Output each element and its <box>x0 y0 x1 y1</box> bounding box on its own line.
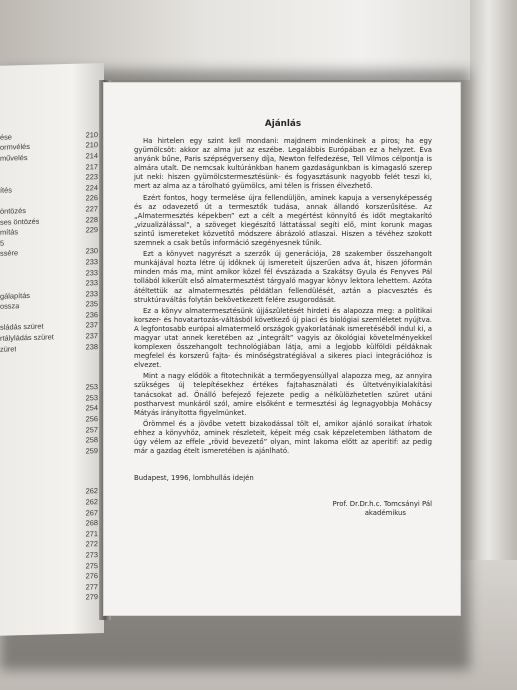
right-page <box>104 83 460 615</box>
paragraph: Ezt a könyvet nagyrészt a szerzők új generációja, 28 szakember összehangolt munkájával hozta létre új időknek új ismereteit újszerűen adva át, hiszen jóformán minden más ma, mint amikor közel fél évszázada a Szakátsy Gyula és Fenyves Pál tollából kikerült első almatermesztést tárgyaló magyar könyv lektora lehettem. Azóta átéltettük az almatermesztés példátlan fellendülését, aztán a piacvesztés és struktúraváltás folytán bekövetkezett felére zsugorodását. <box>134 250 432 304</box>
toc-entry-page: 226 <box>85 193 98 203</box>
toc-entry-page: 276 <box>85 571 98 581</box>
toc-entry-label: 5 <box>0 238 5 248</box>
toc-entry-page: 253 <box>85 382 98 392</box>
toc-entry-label: ossza <box>0 301 20 312</box>
toc-entry-page: 262 <box>85 497 98 507</box>
toc-entry-page: 224 <box>85 182 98 193</box>
toc-entry-page: 258 <box>85 435 98 445</box>
toc-entry-label: ítés <box>0 185 12 195</box>
signature-role: akadémikus <box>364 509 406 518</box>
toc-entry-page: 253 <box>85 393 98 403</box>
toc-entry-page: 271 <box>85 528 98 539</box>
paragraph: Ezért fontos, hogy termelése újra fellendüljön, aminek kapuja a versenyképesség és az odavezető út a termesztők tudása, annak állandó korszerűsítése. Az „Almatermesztés képekben” ezt a célt a megértést könnyítő és időt megtakarító „vizualizálással”, a szöveget kiegészítő láttatással segíti elő, mint korunk magas szintű ismereteket közvetítő módszere ábrázoló atlaszai. Hiszen a tévéhez szokott szemnek a csak betűs információ szegényesnek tűnik. <box>134 193 432 248</box>
toc-entry-page: 257 <box>85 424 98 435</box>
toc-entry-page: 279 <box>85 592 98 602</box>
toc-entry-page: 223 <box>85 172 98 182</box>
toc-entry-page: 236 <box>85 310 98 320</box>
place-and-date: Budapest, 1996, lombhullás idején <box>134 474 254 483</box>
toc-entry-page: 233 <box>85 288 98 299</box>
toc-entry-page: 217 <box>85 161 98 172</box>
toc-entry-label: ssére <box>0 248 19 259</box>
toc-entry-page: 210 <box>85 140 98 150</box>
toc-entry-label: rtályládás szüret <box>0 332 54 343</box>
toc-entry-page: 267 <box>85 507 98 518</box>
toc-entry-page: 230 <box>85 246 98 256</box>
toc-entry-page: 259 <box>85 445 98 456</box>
toc-entry-page: 273 <box>85 550 98 560</box>
toc-entry-page: 275 <box>85 560 98 571</box>
toc-entry-label: mítás <box>0 227 19 237</box>
toc-entry-page: 233 <box>85 278 98 288</box>
toc-entry-page: 268 <box>85 518 98 528</box>
toc-entry-label: gálapítás <box>0 290 30 301</box>
toc-entry-page: 254 <box>85 403 98 413</box>
toc-entry-page: 238 <box>85 341 98 352</box>
toc-entry-page: 237 <box>85 331 98 341</box>
toc-entry-page: 210 <box>85 129 98 140</box>
toc-entry-page: 227 <box>85 204 98 214</box>
paragraph: Örömmel és a jövőbe vetett bizakodással tölt el, amikor ajánló soraikat írhatok ehhez a könyvhöz, aminek részleteit, képeit még csak képzeletemben láthatom de úgy vélem az effele „rövid bevezető” olyan, mint lakoma előtt az aperitif: az pedig már a gazdag ételt ismeretében is ajánlható. <box>134 419 432 456</box>
toc-entry-label: sládás szüret <box>0 322 44 333</box>
toc-entry-page: 228 <box>85 214 98 225</box>
toc-entry-page: 262 <box>85 486 98 496</box>
toc-entry-page: 235 <box>85 299 98 309</box>
toc-entry-page: 272 <box>85 539 98 549</box>
toc-entry-page: 229 <box>85 225 98 235</box>
toc-entry-label: öntözés <box>0 205 26 216</box>
toc-entry-label: művelés <box>0 152 28 163</box>
toc-entry-label: ése <box>0 132 12 142</box>
toc-entry-page: 277 <box>85 581 98 592</box>
toc-entry-page: 237 <box>85 320 98 330</box>
toc-entry-label: züret <box>0 343 17 354</box>
toc-entry-page: 214 <box>85 151 98 161</box>
toc-entry-page: 233 <box>85 267 98 277</box>
foreword <box>134 119 432 518</box>
toc-entry-page: 233 <box>85 257 98 267</box>
foreword-body <box>134 137 432 456</box>
left-page-table-of-contents <box>0 63 104 636</box>
signature-name: Prof. Dr.Dr.h.c. Tomcsányi Pál <box>332 500 432 509</box>
toc-entry-label: ses öntözés <box>0 216 40 227</box>
toc-entry-page: 256 <box>85 414 98 424</box>
signature <box>134 500 432 518</box>
paragraph: Ha hirtelen egy szint kell mondani: majdnem mindenkinek a piros; ha egy gyümölcsöt: akkor az alma jut az eszébe. Legalábbis Európában ez a helyzet. Éva anyánk bűne, Paris szépségverseny díja, Newton felfedezése, Tell Vilmos célpontja is almára utalt. De nemcsak kultúránkban hanem gazdaságunkban is kimagasló szerep jut neki: hiszen gyümölcstermesztésünk- és fogyasztásunk nagyobb felét teszi ki, mert az alma az a tárolható gyümölcs, ami télen is frissen élvezhető. <box>134 137 432 191</box>
toc-list <box>0 129 100 605</box>
foreword-title: Ajánlás <box>264 119 302 129</box>
paragraph: Mint a nagy elődök a fitotechnikát a termőegyensúllyal alapozza meg, az annyira szükséges új telepítésekhez értékes fajtahasználati és ültetvényikialakítási tanácsokat ad. Önálló befejező fejezete pedig a nélkülözhetetlen szüret utáni postharvest munkáról szól, amire elsőként e termesztési ág legnagyobbja Mohácsy Mátyás irányította figyelmünket. <box>134 372 432 417</box>
toc-entry-label: ormvélés <box>0 142 30 153</box>
toc-entry <box>0 592 100 605</box>
paragraph: Ez a könyv almatermesztésünk újjászületését hirdeti és alapozza meg: a politikai korszer- és hovatartozás-váltásból következő új piaci és biológiai szemléletet nyújtva. A legfontosabb európai almatermelő országok gyakorlatának ismeretéséből indul ki, a magyar utat annek keretében az „integrált” vagyis az ökológiai követelményekkel komplexen összehangolt technológiában látja, ami a legjobb külföldi példáknak megfelel és korszerű fajta- és minőségstratégiával a sikeres piaci integrációhoz is elvezet. <box>134 306 432 370</box>
